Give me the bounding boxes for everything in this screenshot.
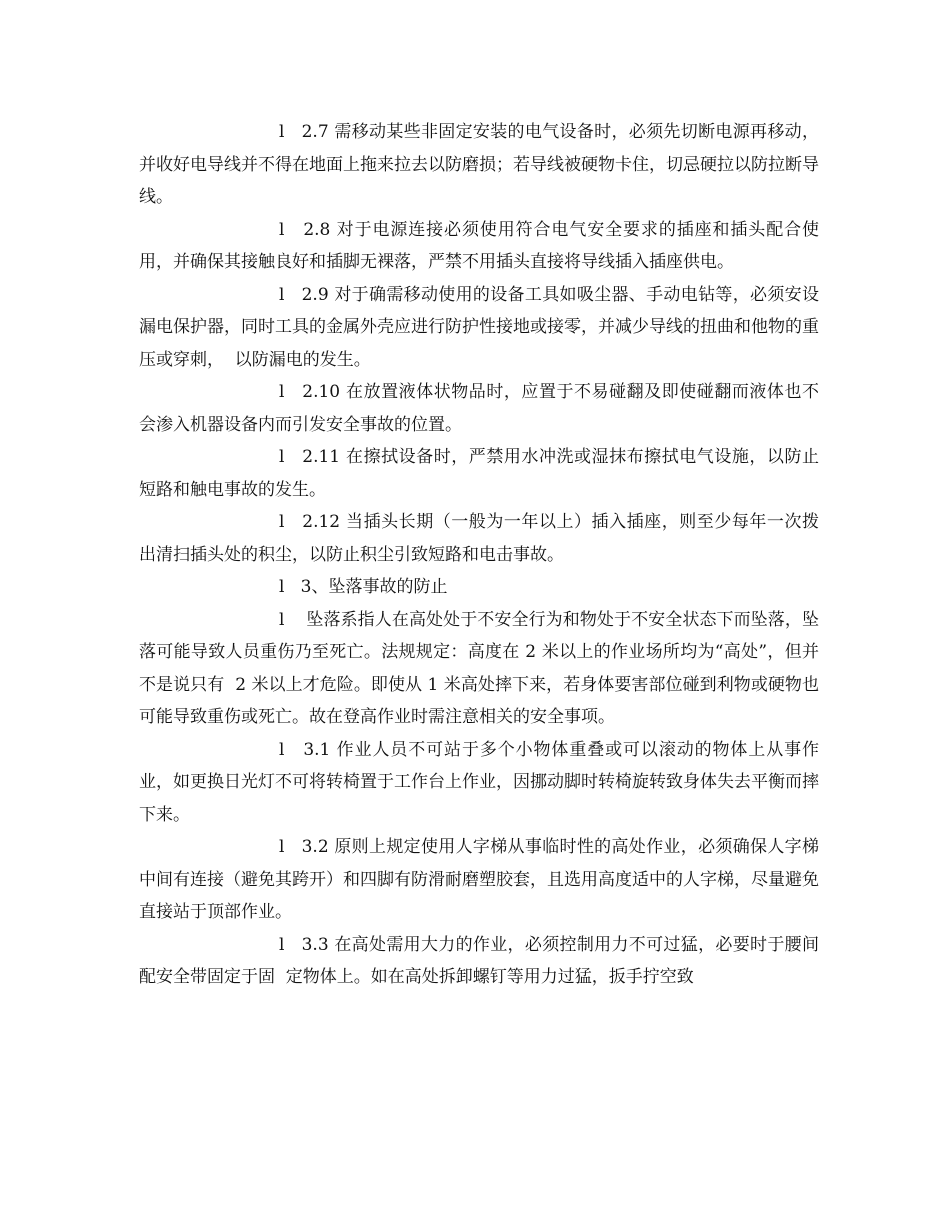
paragraph-3-1: l 3.1 作业人员不可站于多个小物体重叠或可以滚动的物体上从事作业，如更换日光灯不可将转椅置于工作台上作业，因挪动脚时转椅旋转致身体失去平衡而摔下来。 — [139, 739, 819, 825]
paragraph-3-2: l 3.2 原则上规定使用人字梯从事临时性的高处作业，必须确保人字梯中间有连接（避免其跨开）和四脚有防滑耐磨塑胶套，且选用高度适中的人字梯，尽量避免直接站于顶部作业。 — [139, 837, 819, 922]
paragraph-3-3: l 3.3 在高处需用大力的作业，必须控制用力不可过猛，必要时于腰间配安全带固定于固 定物体上。如在高处拆卸螺钉等用力过猛，扳手拧空致 — [139, 934, 819, 987]
paragraph-2-11: l 2.11 在擦拭设备时，严禁用水冲洗或湿抹布擦拭电气设施，以防止短路和触电事故的发生。 — [139, 447, 819, 500]
paragraph-2-10: l 2.10 在放置液体状物品时，应置于不易碰翻及即使碰翻而液体也不会渗入机器设备内而引发安全事故的位置。 — [139, 382, 819, 435]
paragraph-2-8: l 2.8 对于电源连接必须使用符合电气安全要求的插座和插头配合使用，并确保其接触良好和插脚无裸落，严禁不用插头直接将导线插入插座供电。 — [139, 219, 819, 272]
paragraph-2-7: l 2.7 需移动某些非固定安装的电气设备时，必须先切断电源再移动，并收好电导线并不得在地面上拖来拉去以防磨损；若导线被硬物卡住，切忌硬拉以防拉断导线。 — [139, 122, 819, 207]
paragraph-2-12: l 2.12 当插头长期（一般为一年以上）插入插座，则至少每年一次拨出清扫插头处的积尘，以防止积尘引致短路和电击事故。 — [139, 512, 819, 565]
paragraph-fall-definition: l 坠落系指人在高处处于不安全行为和物处于不安全状态下而坠落，坠落可能导致人员重伤乃至死亡。法规规定：高度在 2 米以上的作业场所均为“高处”，但并不是说只有 2 米以上才危险。即使从 1 米高处摔下来，若身体要害部位碰到利物或硬物也可能导致重伤或死亡。故在登高作业时需注意相关的安全事项。 — [139, 609, 819, 727]
section-heading-fall-prevention: l 3、坠落事故的防止 — [279, 577, 448, 597]
document-body — [139, 116, 819, 994]
paragraph-2-9: l 2.9 对于确需移动使用的设备工具如吸尘器、手动电钻等，必须安设漏电保护器，同时工具的金属外壳应进行防护性接地或接零，并减少导线的扭曲和他物的重压或穿刺， 以防漏电的发生。 — [139, 284, 819, 370]
